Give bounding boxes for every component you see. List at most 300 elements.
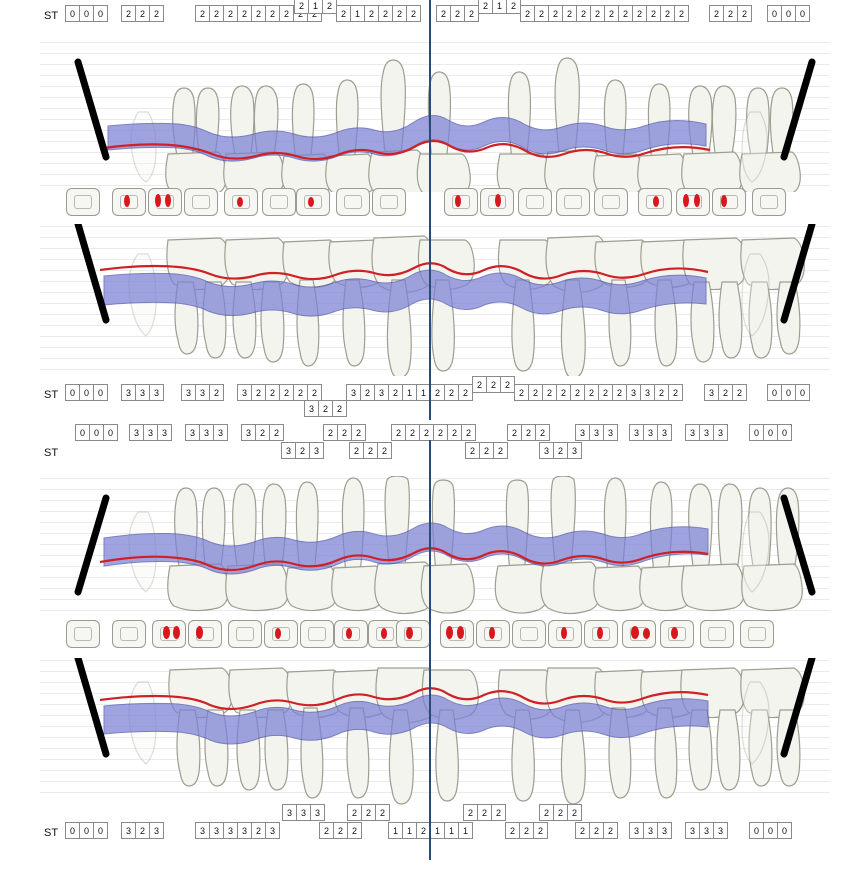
measurement-cell[interactable]: 2	[265, 5, 280, 22]
measurement-cell[interactable]: 3	[223, 822, 238, 839]
measurement-cell[interactable]: 2	[618, 5, 633, 22]
measurement-cell[interactable]: 2	[209, 384, 224, 401]
measurement-cell[interactable]: 2	[364, 5, 379, 22]
measurement-cell[interactable]: 0	[749, 822, 764, 839]
occlusal-inner-outline	[120, 627, 138, 641]
measurement-cell[interactable]: 2	[598, 384, 613, 401]
measurement-cell[interactable]: 3	[213, 424, 228, 441]
measurement-cell[interactable]: 2	[430, 384, 445, 401]
measurement-cell[interactable]: 3	[685, 822, 700, 839]
measurement-cell[interactable]: 0	[79, 5, 94, 22]
measurement-cell[interactable]: 2	[279, 384, 294, 401]
measurement-cell[interactable]: 3	[699, 822, 714, 839]
measurement-group[interactable]	[750, 822, 792, 839]
measurement-cell[interactable]: 0	[795, 5, 810, 22]
measurement-cell[interactable]: 3	[589, 424, 604, 441]
measurement-group[interactable]	[242, 424, 284, 441]
measurement-group[interactable]	[686, 424, 728, 441]
occlusal-tooth-box[interactable]	[264, 620, 298, 648]
measurement-cell[interactable]: 2	[646, 5, 661, 22]
bleeding-point-icon	[489, 627, 495, 639]
measurement-cell[interactable]: 2	[237, 5, 252, 22]
measurement-cell[interactable]: 2	[360, 384, 375, 401]
bleeding-point-icon	[446, 626, 453, 639]
measurement-cell[interactable]: 3	[699, 424, 714, 441]
measurement-cell[interactable]: 2	[654, 384, 669, 401]
measurement-group[interactable]	[479, 0, 521, 14]
measurement-cell[interactable]: 2	[535, 424, 550, 441]
measurement-group[interactable]	[431, 822, 473, 839]
measurement-cell[interactable]: 2	[709, 5, 724, 22]
measurement-cell[interactable]: 2	[447, 424, 462, 441]
measurement-cell[interactable]: 2	[486, 376, 501, 393]
measurement-cell[interactable]: 2	[520, 5, 535, 22]
measurement-cell[interactable]: 2	[465, 442, 480, 459]
measurement-group[interactable]	[337, 5, 379, 22]
measurement-group[interactable]	[182, 384, 224, 401]
measurement-cell[interactable]: 0	[65, 5, 80, 22]
measurement-cell[interactable]: 2	[436, 5, 451, 22]
measurement-group[interactable]	[647, 5, 689, 22]
occlusal-tooth-box[interactable]	[444, 188, 478, 216]
measurement-cell[interactable]: 2	[567, 804, 582, 821]
bleeding-point-icon	[196, 626, 203, 639]
measurement-cell[interactable]: 2	[195, 5, 210, 22]
measurement-cell[interactable]: 0	[781, 384, 796, 401]
measurement-cell[interactable]: 3	[539, 442, 554, 459]
measurement-cell[interactable]: 3	[310, 804, 325, 821]
measurement-cell[interactable]: 2	[458, 384, 473, 401]
measurement-cell[interactable]: 2	[307, 384, 322, 401]
measurement-group[interactable]	[350, 442, 392, 459]
measurement-cell[interactable]: 3	[629, 424, 644, 441]
occlusal-inner-outline	[520, 627, 538, 641]
measurement-cell[interactable]: 0	[93, 5, 108, 22]
measurement-group[interactable]	[347, 384, 389, 401]
occlusal-tooth-box[interactable]	[712, 188, 746, 216]
measurement-group[interactable]	[379, 5, 421, 22]
occlusal-tooth-box[interactable]	[740, 620, 774, 648]
measurement-cell[interactable]: 1	[444, 822, 459, 839]
measurement-cell[interactable]: 3	[575, 424, 590, 441]
measurement-cell[interactable]: 2	[293, 384, 308, 401]
measurement-group[interactable]	[238, 5, 280, 22]
occlusal-tooth-box[interactable]	[336, 188, 370, 216]
measurement-group[interactable]	[540, 442, 582, 459]
measurement-cell[interactable]: 3	[685, 424, 700, 441]
measurement-group[interactable]	[686, 822, 728, 839]
measurement-cell[interactable]: 3	[281, 442, 296, 459]
measurement-cell[interactable]: 3	[296, 804, 311, 821]
measurement-cell[interactable]: 0	[79, 822, 94, 839]
measurement-group[interactable]	[122, 5, 164, 22]
measurement-cell[interactable]: 1	[308, 0, 323, 14]
measurement-cell[interactable]: 3	[567, 442, 582, 459]
measurement-cell[interactable]: 0	[763, 822, 778, 839]
measurement-cell[interactable]: 2	[491, 804, 506, 821]
measurement-group[interactable]	[434, 424, 476, 441]
occlusal-tooth-box[interactable]	[594, 188, 628, 216]
measurement-cell[interactable]: 3	[143, 424, 158, 441]
measurement-group[interactable]	[66, 384, 108, 401]
measurement-cell[interactable]: 0	[65, 822, 80, 839]
measurement-cell[interactable]: 3	[304, 400, 319, 417]
measurement-cell[interactable]: 2	[521, 424, 536, 441]
measurement-cell[interactable]: 2	[251, 822, 266, 839]
measurement-cell[interactable]: 3	[181, 384, 196, 401]
measurement-cell[interactable]: 2	[295, 442, 310, 459]
occlusal-tooth-box[interactable]	[228, 620, 262, 648]
occlusal-tooth-box[interactable]	[518, 188, 552, 216]
measurement-cell[interactable]: 3	[209, 822, 224, 839]
midline-upper	[429, 0, 431, 420]
measurement-cell[interactable]: 0	[767, 5, 782, 22]
measurement-cell[interactable]: 2	[336, 5, 351, 22]
measurement-cell[interactable]: 2	[604, 5, 619, 22]
measurement-cell[interactable]: 3	[149, 822, 164, 839]
measurement-cell[interactable]: 0	[781, 5, 796, 22]
bleeding-point-icon	[561, 627, 567, 639]
measurement-group[interactable]	[515, 384, 557, 401]
measurement-cell[interactable]: 2	[737, 5, 752, 22]
measurement-cell[interactable]: 3	[704, 384, 719, 401]
measurement-group[interactable]	[320, 822, 362, 839]
measurement-cell[interactable]: 2	[505, 822, 520, 839]
measurement-cell[interactable]: 2	[391, 424, 406, 441]
measurement-cell[interactable]: 2	[506, 0, 521, 14]
measurement-group[interactable]	[238, 384, 280, 401]
measurement-cell[interactable]: 2	[392, 5, 407, 22]
occlusal-tooth-box[interactable]	[556, 188, 590, 216]
measurement-group[interactable]	[508, 424, 550, 441]
measurement-cell[interactable]: 2	[732, 384, 747, 401]
measurement-cell[interactable]: 3	[265, 822, 280, 839]
measurement-cell[interactable]: 2	[121, 5, 136, 22]
measurement-cell[interactable]: 2	[378, 5, 393, 22]
measurement-group[interactable]	[768, 384, 810, 401]
measurement-group[interactable]	[66, 5, 108, 22]
measurement-cell[interactable]: 2	[375, 804, 390, 821]
measurement-group[interactable]	[66, 822, 108, 839]
measurement-group[interactable]	[348, 804, 390, 821]
measurement-cell[interactable]: 2	[603, 822, 618, 839]
measurement-cell[interactable]: 0	[89, 424, 104, 441]
measurement-cell[interactable]: 2	[533, 822, 548, 839]
measurement-cell[interactable]: 0	[795, 384, 810, 401]
measurement-group[interactable]	[605, 5, 647, 22]
measurement-cell[interactable]: 2	[507, 424, 522, 441]
measurement-group[interactable]	[389, 384, 431, 401]
bleeding-point-icon	[643, 628, 650, 639]
measurement-cell[interactable]: 2	[251, 5, 266, 22]
measurement-group[interactable]	[563, 5, 605, 22]
occlusal-tooth-box[interactable]	[184, 188, 218, 216]
occlusal-tooth-box[interactable]	[440, 620, 474, 648]
measurement-group[interactable]	[283, 804, 325, 821]
measurement-group[interactable]	[521, 5, 563, 22]
occlusal-tooth-box[interactable]	[512, 620, 546, 648]
occlusal-tooth-box[interactable]	[372, 188, 406, 216]
occlusal-tooth-box[interactable]	[548, 620, 582, 648]
measurement-cell[interactable]: 2	[479, 442, 494, 459]
measurement-group[interactable]	[710, 5, 752, 22]
measurement-cell[interactable]: 3	[657, 822, 672, 839]
occlusal-tooth-box[interactable]	[622, 620, 656, 648]
occlusal-tooth-box[interactable]	[334, 620, 368, 648]
measurement-cell[interactable]: 3	[195, 822, 210, 839]
measurement-cell[interactable]: 2	[419, 424, 434, 441]
measurement-cell[interactable]: 0	[79, 384, 94, 401]
measurement-cell[interactable]: 2	[223, 5, 238, 22]
measurement-cell[interactable]: 2	[406, 5, 421, 22]
measurement-cell[interactable]: 1	[388, 822, 403, 839]
occlusal-inner-outline	[760, 195, 778, 209]
measurement-cell[interactable]: 0	[777, 424, 792, 441]
measurement-cell[interactable]: 3	[121, 822, 136, 839]
measurement-cell[interactable]: 2	[570, 384, 585, 401]
bleeding-point-icon	[455, 195, 461, 207]
measurement-cell[interactable]: 2	[135, 822, 150, 839]
measurement-cell[interactable]: 3	[237, 384, 252, 401]
measurement-cell[interactable]: 2	[332, 400, 347, 417]
measurement-cell[interactable]: 2	[562, 5, 577, 22]
measurement-cell[interactable]: 0	[767, 384, 782, 401]
measurement-group[interactable]	[282, 442, 324, 459]
measurement-cell[interactable]: 3	[199, 424, 214, 441]
measurement-group[interactable]	[186, 424, 228, 441]
measurement-cell[interactable]: 2	[528, 384, 543, 401]
occlusal-tooth-box[interactable]	[66, 188, 100, 216]
measurement-group[interactable]	[389, 822, 431, 839]
measurement-group[interactable]	[437, 5, 479, 22]
occlusal-tooth-box[interactable]	[148, 188, 182, 216]
measurement-cell[interactable]: 3	[237, 822, 252, 839]
measurement-group[interactable]	[641, 384, 683, 401]
measurement-cell[interactable]: 2	[723, 5, 738, 22]
measurement-cell[interactable]: 3	[629, 822, 644, 839]
measurement-cell[interactable]: 2	[269, 424, 284, 441]
measurement-cell[interactable]: 3	[346, 384, 361, 401]
measurement-cell[interactable]: 0	[749, 424, 764, 441]
measurement-group[interactable]	[196, 822, 238, 839]
measurement-cell[interactable]: 2	[265, 384, 280, 401]
measurement-group[interactable]	[506, 822, 548, 839]
occlusal-tooth-box[interactable]	[476, 620, 510, 648]
measurement-cell[interactable]: 2	[548, 5, 563, 22]
measurement-cell[interactable]: 2	[405, 424, 420, 441]
measurement-cell[interactable]: 2	[534, 5, 549, 22]
measurement-cell[interactable]: 2	[556, 384, 571, 401]
measurement-cell[interactable]: 2	[388, 384, 403, 401]
occlusal-tooth-box[interactable]	[638, 188, 672, 216]
measurement-cell[interactable]: 2	[209, 5, 224, 22]
measurement-cell[interactable]: 3	[149, 384, 164, 401]
measurement-cell[interactable]: 2	[463, 804, 478, 821]
measurement-cell[interactable]: 2	[318, 400, 333, 417]
measurement-cell[interactable]: 2	[337, 424, 352, 441]
measurement-cell[interactable]: 2	[319, 822, 334, 839]
measurement-cell[interactable]: 0	[93, 822, 108, 839]
measurement-cell[interactable]: 2	[444, 384, 459, 401]
measurement-group[interactable]	[705, 384, 747, 401]
measurement-cell[interactable]: 2	[500, 376, 515, 393]
measurement-cell[interactable]: 3	[157, 424, 172, 441]
measurement-cell[interactable]: 2	[519, 822, 534, 839]
measurement-cell[interactable]: 3	[309, 442, 324, 459]
measurement-cell[interactable]: 2	[333, 822, 348, 839]
measurement-cell[interactable]: 2	[553, 804, 568, 821]
measurement-cell[interactable]: 2	[589, 822, 604, 839]
measurement-group[interactable]	[130, 424, 172, 441]
measurement-cell[interactable]: 2	[493, 442, 508, 459]
measurement-cell[interactable]: 1	[402, 822, 417, 839]
measurement-cell[interactable]: 2	[660, 5, 675, 22]
measurement-cell[interactable]: 2	[255, 424, 270, 441]
measurement-group[interactable]	[557, 384, 599, 401]
measurement-cell[interactable]: 2	[433, 424, 448, 441]
measurement-cell[interactable]: 3	[129, 424, 144, 441]
measurement-cell[interactable]: 2	[347, 822, 362, 839]
measurement-group[interactable]	[295, 0, 337, 14]
measurement-cell[interactable]: 3	[241, 424, 256, 441]
measurement-cell[interactable]: 3	[282, 804, 297, 821]
measurement-cell[interactable]: 3	[135, 384, 150, 401]
measurement-cell[interactable]: 0	[763, 424, 778, 441]
measurement-cell[interactable]: 2	[351, 424, 366, 441]
occlusal-tooth-box[interactable]	[396, 620, 430, 648]
measurement-cell[interactable]: 2	[323, 424, 338, 441]
measurement-group[interactable]	[473, 376, 515, 393]
measurement-group[interactable]	[630, 424, 672, 441]
measurement-cell[interactable]: 1	[416, 384, 431, 401]
measurement-group[interactable]	[122, 384, 164, 401]
measurement-cell[interactable]: 2	[539, 804, 554, 821]
measurement-cell[interactable]: 3	[640, 384, 655, 401]
occlusal-tooth-box[interactable]	[480, 188, 514, 216]
measurement-cell[interactable]: 3	[603, 424, 618, 441]
measurement-cell[interactable]: 2	[322, 0, 337, 14]
occlusal-tooth-box[interactable]	[152, 620, 186, 648]
occlusal-tooth-box[interactable]	[188, 620, 222, 648]
measurement-cell[interactable]: 3	[374, 384, 389, 401]
measurement-group[interactable]	[324, 424, 366, 441]
measurement-group[interactable]	[238, 822, 280, 839]
measurement-group[interactable]	[431, 384, 473, 401]
measurement-cell[interactable]: 2	[542, 384, 557, 401]
measurement-cell[interactable]: 2	[472, 376, 487, 393]
measurement-cell[interactable]: 2	[349, 442, 364, 459]
measurement-group[interactable]	[280, 384, 322, 401]
occlusal-tooth-box[interactable]	[262, 188, 296, 216]
measurement-cell[interactable]: 3	[626, 384, 641, 401]
measurement-cell[interactable]: 3	[713, 822, 728, 839]
measurement-group[interactable]	[630, 822, 672, 839]
measurement-group[interactable]	[392, 424, 434, 441]
occlusal-tooth-box[interactable]	[676, 188, 710, 216]
measurement-group[interactable]	[576, 822, 618, 839]
measurement-cell[interactable]: 3	[643, 822, 658, 839]
measurement-cell[interactable]: 2	[514, 384, 529, 401]
occlusal-tooth-box[interactable]	[752, 188, 786, 216]
measurement-group[interactable]	[305, 400, 347, 417]
measurement-cell[interactable]: 2	[377, 442, 392, 459]
measurement-cell[interactable]: 1	[402, 384, 417, 401]
measurement-cell[interactable]: 0	[777, 822, 792, 839]
measurement-cell[interactable]: 2	[632, 5, 647, 22]
measurement-cell[interactable]: 1	[350, 5, 365, 22]
measurement-cell[interactable]: 0	[75, 424, 90, 441]
measurement-cell[interactable]: 2	[416, 822, 431, 839]
measurement-cell[interactable]: 3	[121, 384, 136, 401]
measurement-cell[interactable]: 2	[294, 0, 309, 14]
measurement-cell[interactable]: 2	[718, 384, 733, 401]
measurement-cell[interactable]: 2	[279, 5, 294, 22]
occlusal-tooth-box[interactable]	[300, 620, 334, 648]
measurement-cell[interactable]: 2	[478, 0, 493, 14]
measurement-cell[interactable]: 2	[590, 5, 605, 22]
occlusal-tooth-box[interactable]	[660, 620, 694, 648]
measurement-cell[interactable]: 3	[657, 424, 672, 441]
measurement-cell[interactable]: 1	[492, 0, 507, 14]
measurement-cell[interactable]: 0	[93, 384, 108, 401]
measurement-cell[interactable]: 2	[251, 384, 266, 401]
measurement-group[interactable]	[599, 384, 641, 401]
measurement-cell[interactable]: 3	[185, 424, 200, 441]
measurement-group[interactable]	[464, 804, 506, 821]
measurement-cell[interactable]: 0	[65, 384, 80, 401]
measurement-cell[interactable]: 3	[195, 384, 210, 401]
measurement-cell[interactable]: 2	[553, 442, 568, 459]
measurement-group[interactable]	[122, 822, 164, 839]
occlusal-tooth-box[interactable]	[700, 620, 734, 648]
occlusal-tooth-box[interactable]	[66, 620, 100, 648]
measurement-cell[interactable]: 2	[464, 5, 479, 22]
occlusal-tooth-box[interactable]	[584, 620, 618, 648]
measurement-group[interactable]	[750, 424, 792, 441]
occlusal-tooth-box[interactable]	[112, 188, 146, 216]
measurement-cell[interactable]: 2	[363, 442, 378, 459]
bleeding-point-icon	[631, 626, 639, 639]
measurement-group[interactable]	[196, 5, 238, 22]
measurement-cell[interactable]: 2	[668, 384, 683, 401]
occlusal-tooth-box[interactable]	[296, 188, 330, 216]
measurement-cell[interactable]: 2	[612, 384, 627, 401]
measurement-cell[interactable]: 2	[450, 5, 465, 22]
measurement-cell[interactable]: 2	[576, 5, 591, 22]
measurement-cell[interactable]: 1	[430, 822, 445, 839]
measurement-cell[interactable]: 2	[477, 804, 492, 821]
measurement-cell[interactable]: 3	[713, 424, 728, 441]
measurement-group[interactable]	[540, 804, 582, 821]
measurement-cell[interactable]: 2	[347, 804, 362, 821]
measurement-group[interactable]	[466, 442, 508, 459]
occlusal-tooth-box[interactable]	[112, 620, 146, 648]
measurement-group[interactable]	[768, 5, 810, 22]
measurement-cell[interactable]: 2	[584, 384, 599, 401]
measurement-cell[interactable]: 3	[643, 424, 658, 441]
measurement-cell[interactable]: 2	[135, 5, 150, 22]
measurement-cell[interactable]: 0	[103, 424, 118, 441]
measurement-cell[interactable]: 2	[149, 5, 164, 22]
occlusal-tooth-box[interactable]	[224, 188, 258, 216]
measurement-cell[interactable]: 2	[575, 822, 590, 839]
measurement-cell[interactable]: 1	[458, 822, 473, 839]
measurement-cell[interactable]: 2	[674, 5, 689, 22]
measurement-cell[interactable]: 2	[361, 804, 376, 821]
measurement-group[interactable]	[576, 424, 618, 441]
measurement-group[interactable]	[76, 424, 118, 441]
measurement-cell[interactable]: 2	[461, 424, 476, 441]
